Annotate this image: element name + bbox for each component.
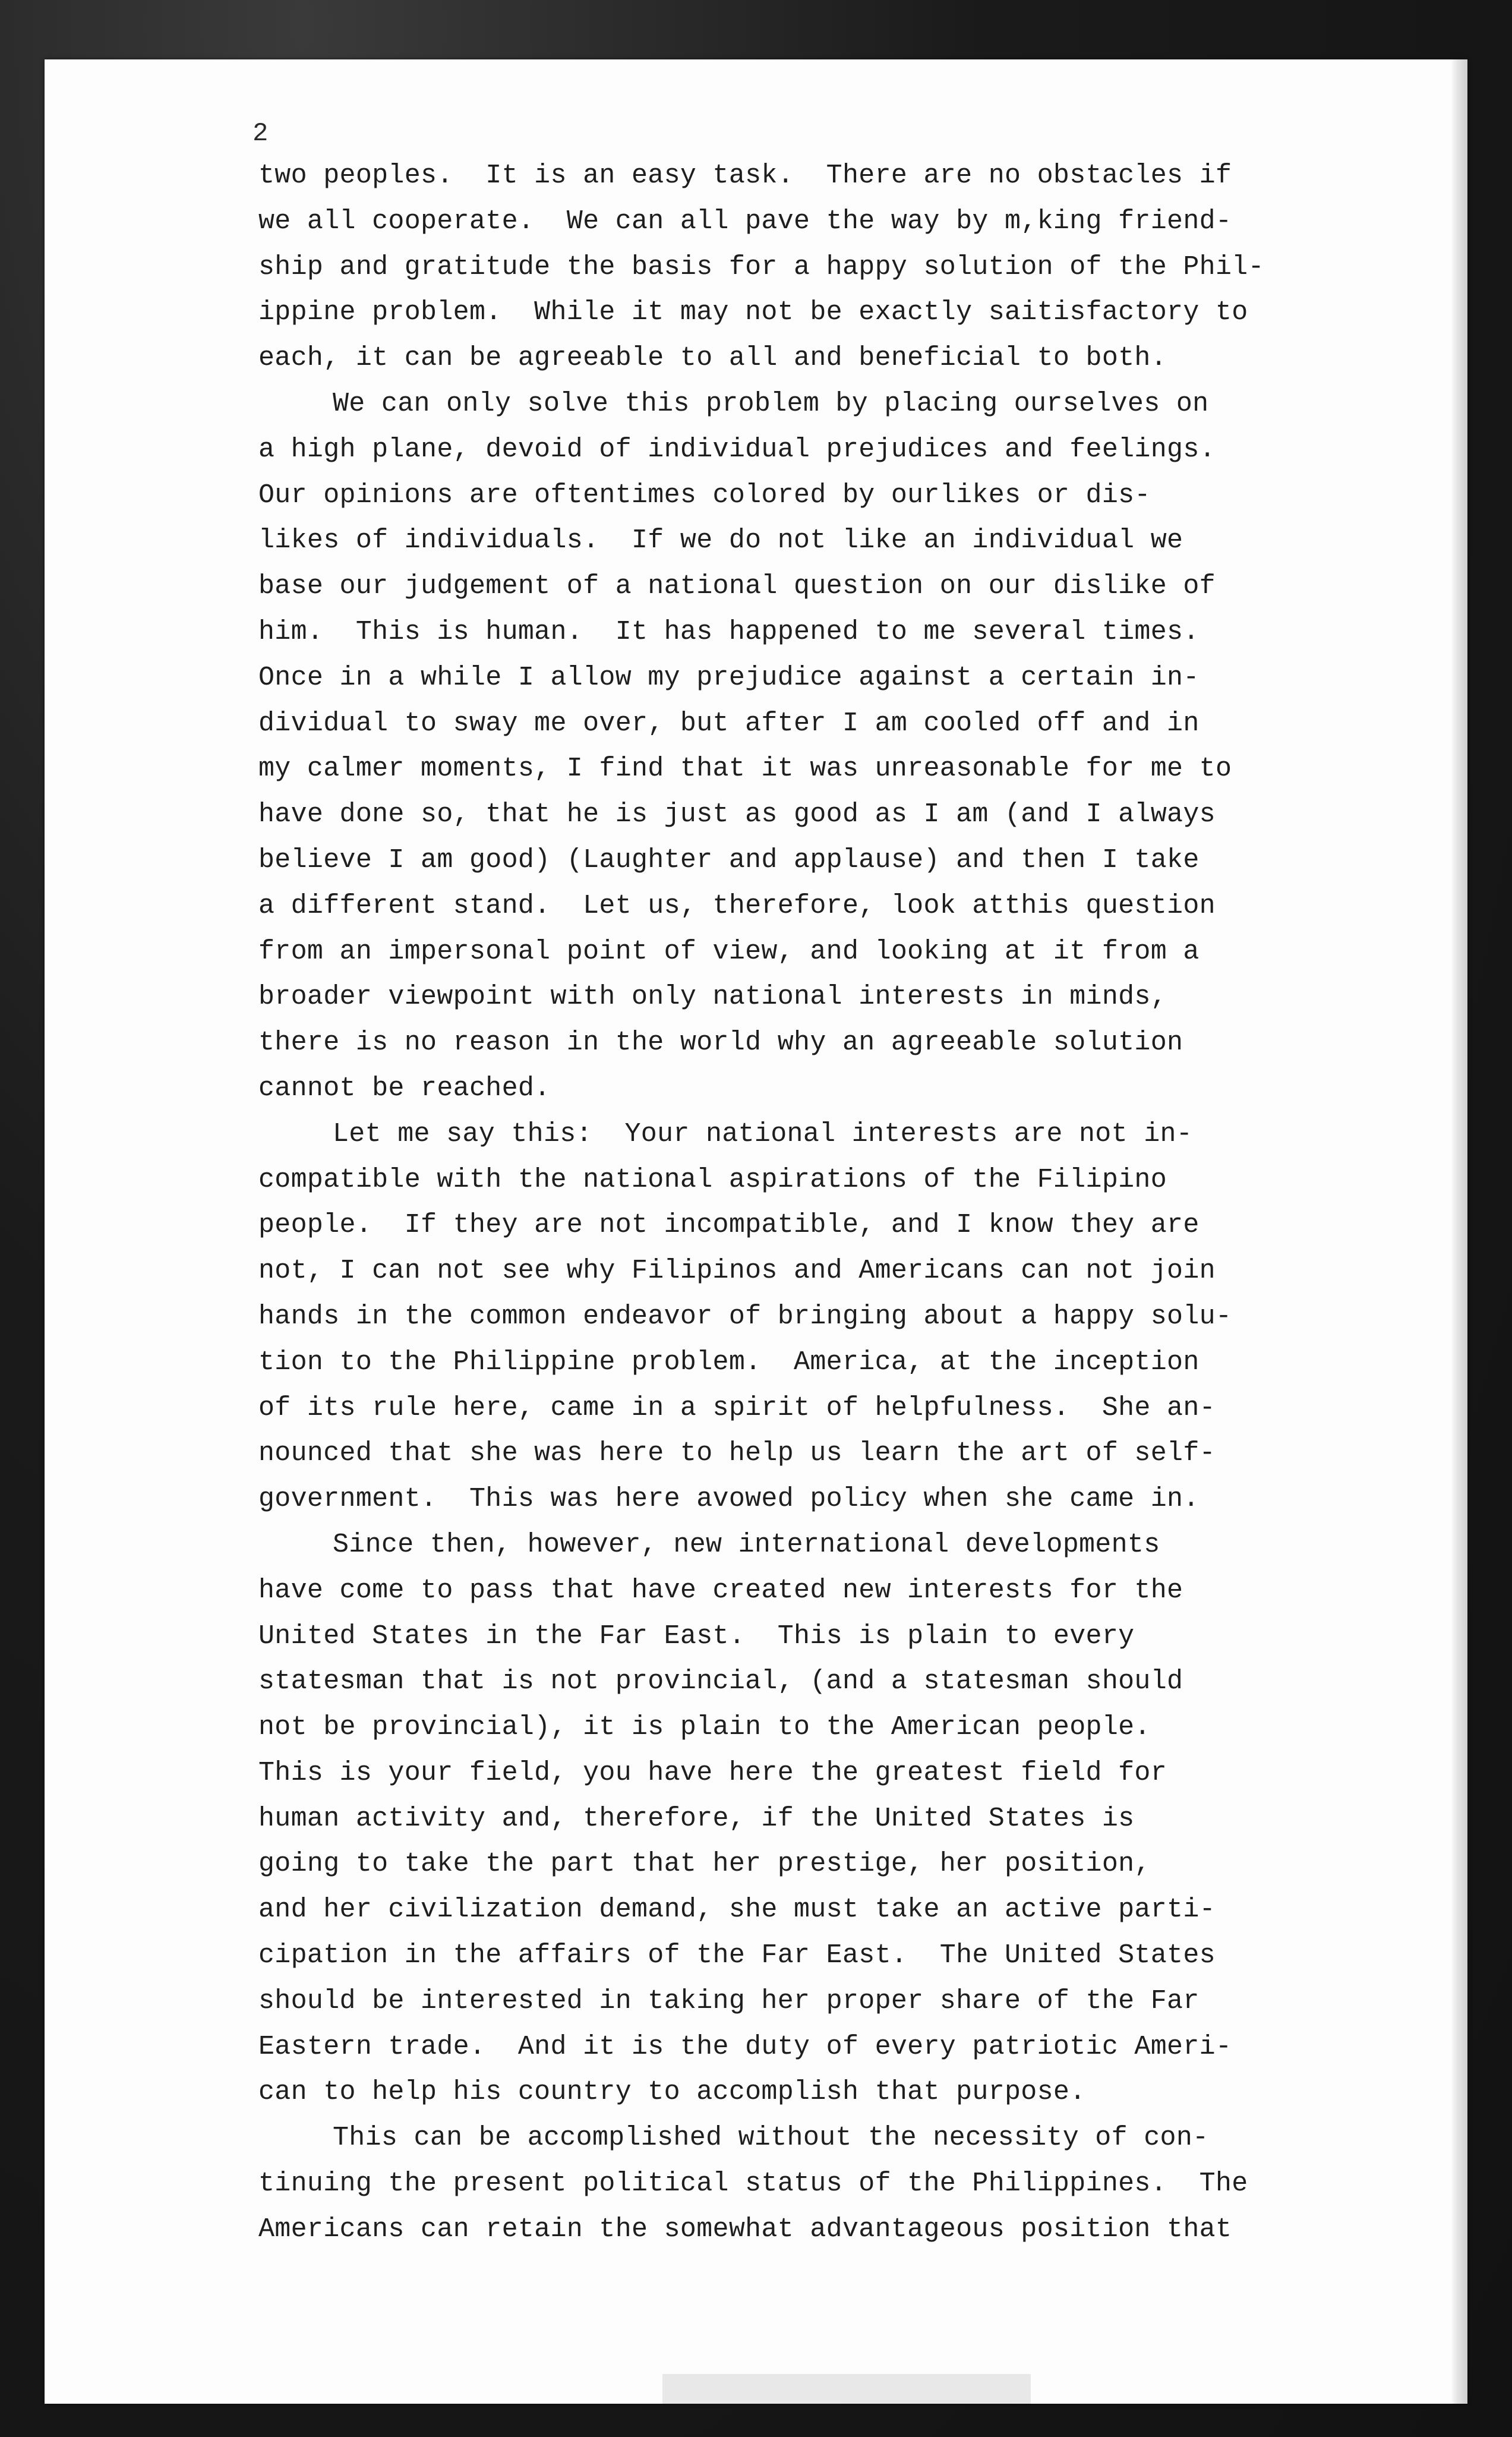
text-line: going to take the part that her prestige, her position, — [258, 1849, 1151, 1880]
text-line: ship and gratitude the basis for a happy solution of the Phil- — [258, 251, 1264, 282]
text-line: a high plane, devoid of individual prejudices and feelings. — [258, 434, 1216, 465]
text-line: hands in the common endeavor of bringing about a happy solu- — [258, 1301, 1232, 1332]
text-line: and her civilization demand, she must take an active parti- — [258, 1894, 1216, 1925]
text-line: have come to pass that have created new interests for the — [258, 1575, 1183, 1606]
text-line: human activity and, therefore, if the United States is — [258, 1803, 1135, 1834]
text-line: United States in the Far East. This is plain to every — [258, 1621, 1135, 1651]
text-line: him. This is human. It has happened to me several times. — [258, 616, 1200, 647]
text-line: each, it can be agreeable to all and beneficial to both. — [258, 343, 1167, 374]
text-line: statesman that is not provincial, (and a statesman should — [258, 1666, 1183, 1697]
text-line: Americans can retain the somewhat advantageous position that — [258, 2214, 1232, 2244]
body-text — [258, 153, 1264, 2253]
text-line: people. If they are not incompatible, and I know they are — [258, 1210, 1200, 1241]
text-line: ippine problem. While it may not be exactly saitisfactory to — [258, 297, 1248, 328]
text-line: two peoples. It is an easy task. There are no obstacles if — [258, 160, 1232, 191]
text-line: my calmer moments, I find that it was unreasonable for me to — [258, 754, 1232, 784]
text-line: tion to the Philippine problem. America, at the inception — [258, 1347, 1200, 1377]
text-line: Eastern trade. And it is the duty of every patriotic Ameri- — [258, 2031, 1232, 2062]
text-line: should be interested in taking her proper share of the Far — [258, 1985, 1200, 2016]
text-line: nounced that she was here to help us learn the art of self- — [258, 1438, 1216, 1469]
text-line: a different stand. Let us, therefore, look atthis question — [258, 890, 1216, 921]
text-line: base our judgement of a national question on our dislike of — [258, 571, 1216, 602]
text-line: not, I can not see why Filipinos and Americans can not join — [258, 1256, 1216, 1287]
text-line: This can be accomplished without the necessity of con- — [333, 2123, 1209, 2154]
page-edge-shadow — [1451, 59, 1467, 2404]
text-line: dividual to sway me over, but after I am cooled off and in — [258, 708, 1200, 739]
text-line: compatible with the national aspirations of the Filipino — [258, 1164, 1167, 1195]
page-number: 2 — [252, 119, 269, 149]
text-line: likes of individuals. If we do not like an individual we — [258, 525, 1183, 556]
text-line: Since then, however, new international developments — [333, 1529, 1160, 1560]
scanner-strip — [662, 2374, 1031, 2404]
text-line: Let me say this: Your national interests are not in- — [333, 1118, 1193, 1149]
text-line: government. This was here avowed policy when she came in. — [258, 1484, 1200, 1515]
text-line: cannot be reached. — [258, 1073, 551, 1104]
text-line: from an impersonal point of view, and looking at it from a — [258, 936, 1200, 967]
text-line: cipation in the affairs of the Far East. The United States — [258, 1940, 1216, 1971]
text-line: tinuing the present political status of the Philippines. The — [258, 2168, 1248, 2199]
text-line: of its rule here, came in a spirit of helpfulness. She an- — [258, 1392, 1216, 1423]
text-line: This is your field, you have here the greatest field for — [258, 1757, 1167, 1788]
text-line: have done so, that he is just as good as I am (and I always — [258, 799, 1216, 830]
text-line: We can only solve this problem by placing ourselves on — [333, 388, 1209, 419]
text-line: there is no reason in the world why an agreeable solution — [258, 1027, 1183, 1058]
text-line: can to help his country to accomplish that purpose. — [258, 2077, 1086, 2108]
text-line: Once in a while I allow my prejudice against a certain in- — [258, 662, 1200, 693]
text-line: believe I am good) (Laughter and applause) and then I take — [258, 844, 1200, 875]
text-line: we all cooperate. We can all pave the way by m,king friend- — [258, 206, 1232, 237]
text-line: not be provincial), it is plain to the American people. — [258, 1712, 1151, 1743]
text-line: Our opinions are oftentimes colored by ourlikes or dis- — [258, 480, 1151, 510]
text-line: broader viewpoint with only national interests in minds, — [258, 982, 1167, 1013]
